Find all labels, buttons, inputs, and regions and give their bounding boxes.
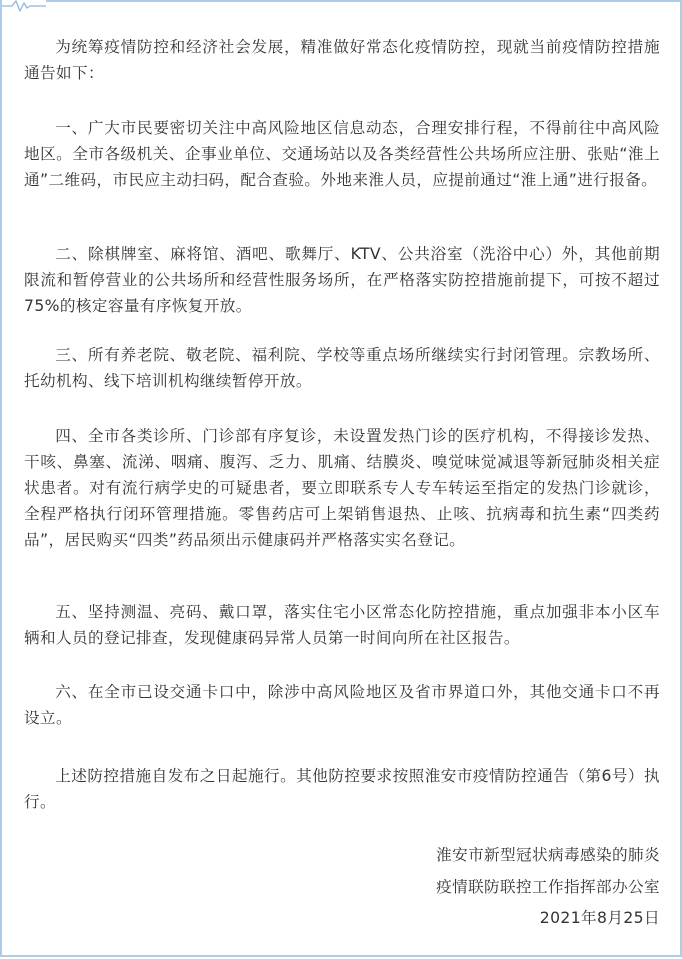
clause-6-paragraph: 六、在全市已设交通卡口中，除涉中高风险地区及省市界道口外，其他交通卡口不再设立。 bbox=[24, 683, 660, 727]
clause-2-paragraph: 二、除棋牌室、麻将馆、酒吧、歌舞厅、KTV、公共浴室（洗浴中心）外，其他前期限流和暂停营业的公共场所和经营性服务场所，在严格落实防控措施前提下，可按不超过75%的核定容量有序恢复开放。 bbox=[24, 245, 660, 315]
signature-line-1: 淮安市新型冠状病毒感染的肺炎 bbox=[436, 846, 660, 864]
intro-paragraph: 为统筹疫情防控和经济社会发展，精准做好常态化疫情防控，现就当前疫情防控措施通告如下： bbox=[24, 38, 660, 82]
clause-1-paragraph: 一、广大市民要密切关注中高风险地区信息动态，合理安排行程，不得前往中高风险地区。全市各级机关、企事业单位、交通场站以及各类经营性公共场所应注册、张贴“淮上通”二维码，市民应主动扫码，配合查验。外地来淮人员，应提前通过“淮上通”进行报备。 bbox=[24, 119, 660, 189]
heartbeat-pulse-icon bbox=[2, 0, 46, 13]
clause-3-paragraph: 三、所有养老院、敬老院、福利院、学校等重点场所继续实行封闭管理。宗教场所、托幼机构、线下培训机构继续暂停开放。 bbox=[24, 346, 660, 390]
clause-4-paragraph: 四、全市各类诊所、门诊部有序复诊，未设置发热门诊的医疗机构，不得接诊发热、干咳、鼻塞、流涕、咽痛、腹泻、乏力、肌痛、结膜炎、嗅觉味觉减退等新冠肺炎相关症状患者。对有流行病学史的可疑患者，要立即联系专人专车转运至指定的发热门诊就诊，全程严格执行闭环管理措施。零售药店可上架销售退热、止咳、抗病毒和抗生素“四类药品”，居民购买“四类”药品须出示健康码并严格落实实名登记。 bbox=[24, 427, 660, 549]
clause-5-paragraph: 五、坚持测温、亮码、戴口罩，落实住宅小区常态化防控措施，重点加强非本小区车辆和人员的登记排查，发现健康码异常人员第一时间向所在社区报告。 bbox=[24, 603, 660, 647]
signature-date: 2021年8月25日 bbox=[539, 909, 660, 927]
closing-paragraph: 上述防控措施自发布之日起施行。其他防控要求按照淮安市疫情防控通告（第6号）执行。 bbox=[24, 767, 660, 811]
signature-line-2: 疫情联防联控工作指挥部办公室 bbox=[436, 878, 660, 896]
